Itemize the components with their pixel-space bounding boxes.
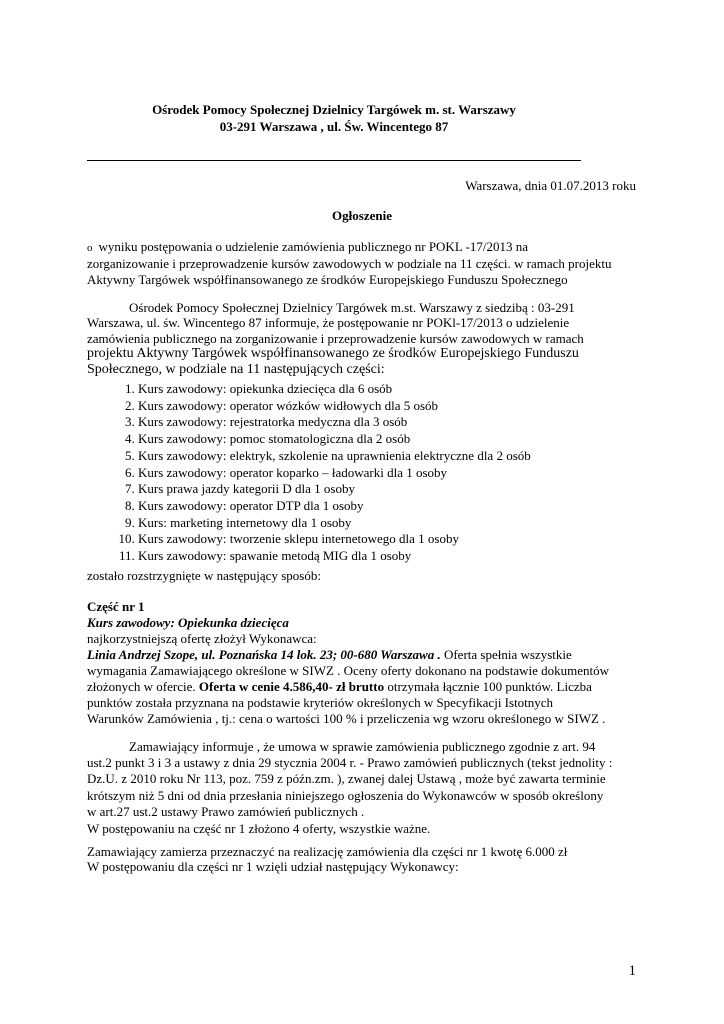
budget-paragraph (87, 844, 647, 875)
page-number: 1 (628, 963, 636, 979)
contract-paragraph (87, 739, 647, 820)
intro-line: zamówienia publicznego na zorganizowanie i przeprowadzenie kursów zawodowych w ramach (87, 330, 584, 346)
part1-offer-price: Oferta w cenie 4.586,40- zł brutto (198, 679, 385, 694)
list-item: 3. Kurs zawodowy: rejestratorka medyczna dla 3 osób (138, 414, 698, 431)
list-item: 1. Kurs zawodowy: opiekunka dziecięca dla 6 osób (138, 381, 698, 398)
intro-line: Warszawa, ul. św. Wincentego 87 informuje, że postępowanie nr POKl-17/2013 o udzielenie (87, 315, 570, 331)
part1-course: Kurs zawodowy: Opiekunka dziecięca (87, 615, 289, 630)
intro-line: projektu Aktywny Targówek współfinansowanego ze środków Europejskiego Funduszu (87, 346, 579, 362)
part1-line: wymagania Zamawiającego określone w SIWZ . Oceny oferty dokonano na podstawie dokumentów (87, 663, 610, 678)
part1-line: otrzymała łącznie 100 punktów. Liczba (384, 679, 592, 694)
course-list (87, 381, 698, 565)
intro-line: Ośrodek Pomocy Społecznej Dzielnicy Targówek m.st. Warszawy z siedzibą : 03-291 (129, 300, 575, 315)
document-date: Warszawa, dnia 01.07.2013 roku (465, 178, 636, 193)
part1-line: punktów została przyznana na podstawie kryteriów określonych w Specyfikacji Istotnych (87, 695, 554, 710)
budget-line: W postępowaniu dla części nr 1 wzięli udział następujący Wykonawcy: (87, 859, 459, 875)
list-item: 5. Kurs zawodowy: elektryk, szkolenie na uprawnienia elektryczne dla 2 osób (138, 448, 698, 465)
intro-paragraph (87, 300, 647, 377)
part1-line: Warunków Zamówienia , tj.: cena o wartości 100 % i przeliczenia wg wzoru określonego w SIWZ . (87, 711, 606, 726)
part1-section (87, 599, 647, 727)
list-item: 11. Kurs zawodowy: spawanie metodą MIG dla 1 osoby (138, 548, 698, 565)
subject-paragraph (87, 239, 647, 287)
list-item: 10. Kurs zawodowy: tworzenie sklepu internetowego dla 1 osoby (138, 531, 698, 548)
offers-count: W postępowaniu na część nr 1 złożono 4 oferty, wszystkie ważne. (87, 821, 431, 836)
contract-line: w art.27 ust.2 ustawy Prawo zamówień publicznych . (87, 803, 365, 819)
part1-line: złożonych w ofercie. (87, 679, 199, 694)
header-divider (87, 160, 581, 161)
part1-line: Oferta spełnia wszystkie (440, 647, 572, 662)
list-item: 4. Kurs zawodowy: pomoc stomatologiczna dla 2 osób (138, 431, 698, 448)
contract-line: ust.2 punkt 3 i 3 a ustawy z dnia 29 stycznia 2004 r. - Prawo zamówień publicznych (tekst jednolity : (87, 755, 613, 771)
intro-line: Społecznego, w podziale na 11 następujących części: (87, 361, 385, 377)
list-item: 7. Kurs prawa jazdy kategorii D dla 1 osoby (138, 481, 698, 498)
list-item: 8. Kurs zawodowy: operator DTP dla 1 osoby (138, 498, 698, 515)
subject-line: wyniku postępowania o udzielenie zamówienia publicznego nr POKL -17/2013 na (98, 239, 528, 254)
part1-offer-intro: najkorzystniejszą ofertę złożył Wykonawca: (87, 631, 317, 646)
contract-line: krótszym niż 5 dni od dnia przesłania niniejszego ogłoszenia do Wykonawców w sposób określony (87, 787, 604, 803)
list-item: 9. Kurs: marketing internetowy dla 1 osoby (138, 515, 698, 532)
list-item: 2. Kurs zawodowy: operator wózków widłowych dla 5 osób (138, 398, 698, 415)
resolved-statement: zostało rozstrzygnięte w następujący sposób: (87, 568, 321, 583)
contract-line: Dz.U. z 2010 roku Nr 113, poz. 759 z późn.zm. ), zwanej dalej Ustawą , może być zawarta terminie (87, 771, 606, 787)
budget-line: Zamawiający zamierza przeznaczyć na realizację zamówienia dla części nr 1 kwotę 6.000 zł (87, 844, 568, 859)
subject-bullet: o (87, 242, 93, 254)
part1-winner: Linia Andrzej Szope, ul. Poznańska 14 lok. 23; 00-680 Warszawa . (87, 647, 441, 662)
subject-line: Aktywny Targówek współfinansowanego ze środków Europejskiego Funduszu Społecznego (87, 271, 568, 287)
list-item: 6. Kurs zawodowy: operator koparko – ładowarki dla 1 osoby (138, 465, 698, 482)
subject-line: zorganizowanie i przeprowadzenie kursów zawodowych w podziale na 11 części. w ramach projektu (87, 256, 612, 272)
document-title: Ogłoszenie (332, 208, 392, 223)
header-address: 03-291 Warszawa , ul. Św. Wincentego 87 (219, 119, 449, 134)
header-institution-name: Ośrodek Pomocy Społecznej Dzielnicy Targówek m. st. Warszawy (152, 102, 516, 117)
part1-heading: Część nr 1 (87, 599, 145, 614)
contract-line: Zamawiający informuje , że umowa w sprawie zamówienia publicznego zgodnie z art. 94 (129, 739, 596, 754)
